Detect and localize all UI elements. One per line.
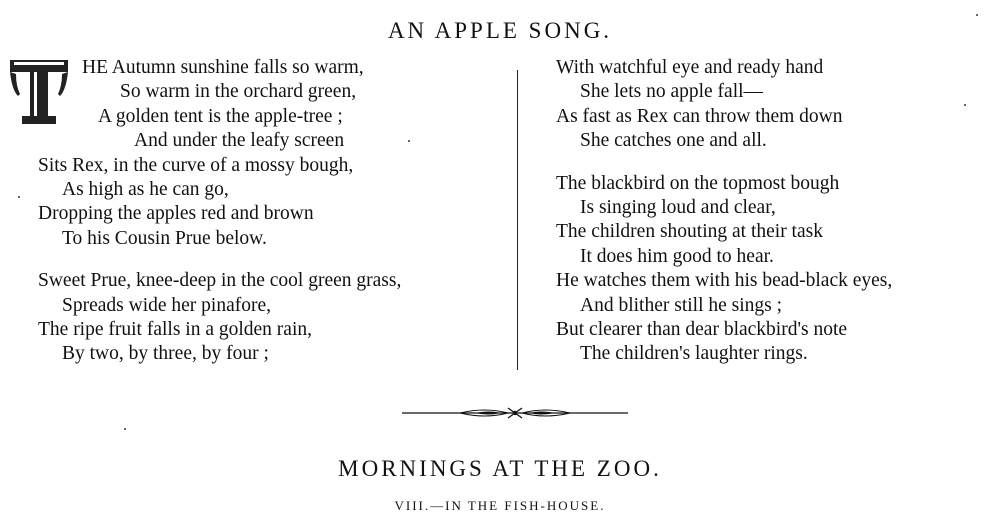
- print-speck: [964, 104, 966, 106]
- print-speck: [976, 14, 978, 16]
- poem-line: HE Autumn sunshine falls so warm,: [82, 57, 364, 78]
- poem-line: The children shouting at their task: [556, 221, 823, 243]
- poem-line: As fast as Rex can throw them down: [556, 105, 843, 127]
- poem-line: A golden tent is the apple-tree ;: [98, 105, 343, 127]
- poem-line: Is singing loud and clear,: [580, 197, 776, 219]
- poem-line: So warm in the orchard green,: [120, 81, 357, 103]
- ornament-divider-icon: [400, 402, 630, 424]
- poem-line: To his Cousin Prue below.: [62, 227, 267, 249]
- poem-line: And under the leafy screen: [134, 130, 345, 152]
- poem-line: As high as he can go,: [62, 179, 229, 201]
- print-speck: [408, 140, 410, 142]
- poem-line: It does him good to hear.: [580, 245, 774, 267]
- poem-line: She catches one and all.: [580, 130, 767, 152]
- poem-line: But clearer than dear blackbird's note: [556, 319, 848, 341]
- next-article-title: MORNINGS AT THE ZOO.: [338, 456, 662, 481]
- poem-line: She lets no apple fall—: [580, 81, 764, 103]
- poem-line: The blackbird on the topmost bough: [556, 172, 840, 194]
- stanza: [38, 269, 498, 367]
- right-column: [556, 56, 986, 367]
- poem-line: By two, by three, by four ;: [62, 343, 269, 365]
- column-divider: [517, 70, 518, 370]
- svg-text:T: T: [39, 96, 40, 97]
- poem-line: With watchful eye and ready hand: [556, 57, 824, 78]
- poem-title: AN APPLE SONG.: [387, 18, 613, 43]
- next-article-subtitle: VIII.—IN THE FISH-HOUSE.: [394, 498, 606, 513]
- print-speck: [124, 428, 126, 430]
- poem-line: Sweet Prue, knee-deep in the cool green grass,: [38, 270, 402, 292]
- stanza: [556, 172, 986, 367]
- poem-line: The children's laughter rings.: [580, 343, 808, 365]
- poem-line: He watches them with his bead-black eyes,: [556, 270, 893, 292]
- poem-line: And blither still he sings ;: [580, 294, 783, 316]
- left-column: [38, 56, 498, 367]
- poem-line: Spreads wide her pinafore,: [62, 294, 272, 316]
- stanza: [556, 56, 986, 154]
- poem-line: The ripe fruit falls in a golden rain,: [38, 319, 312, 341]
- poem-line: Dropping the apples red and brown: [38, 203, 314, 225]
- print-speck: [18, 196, 20, 198]
- stanza: [38, 56, 498, 251]
- poem-line: Sits Rex, in the curve of a mossy bough,: [38, 154, 354, 176]
